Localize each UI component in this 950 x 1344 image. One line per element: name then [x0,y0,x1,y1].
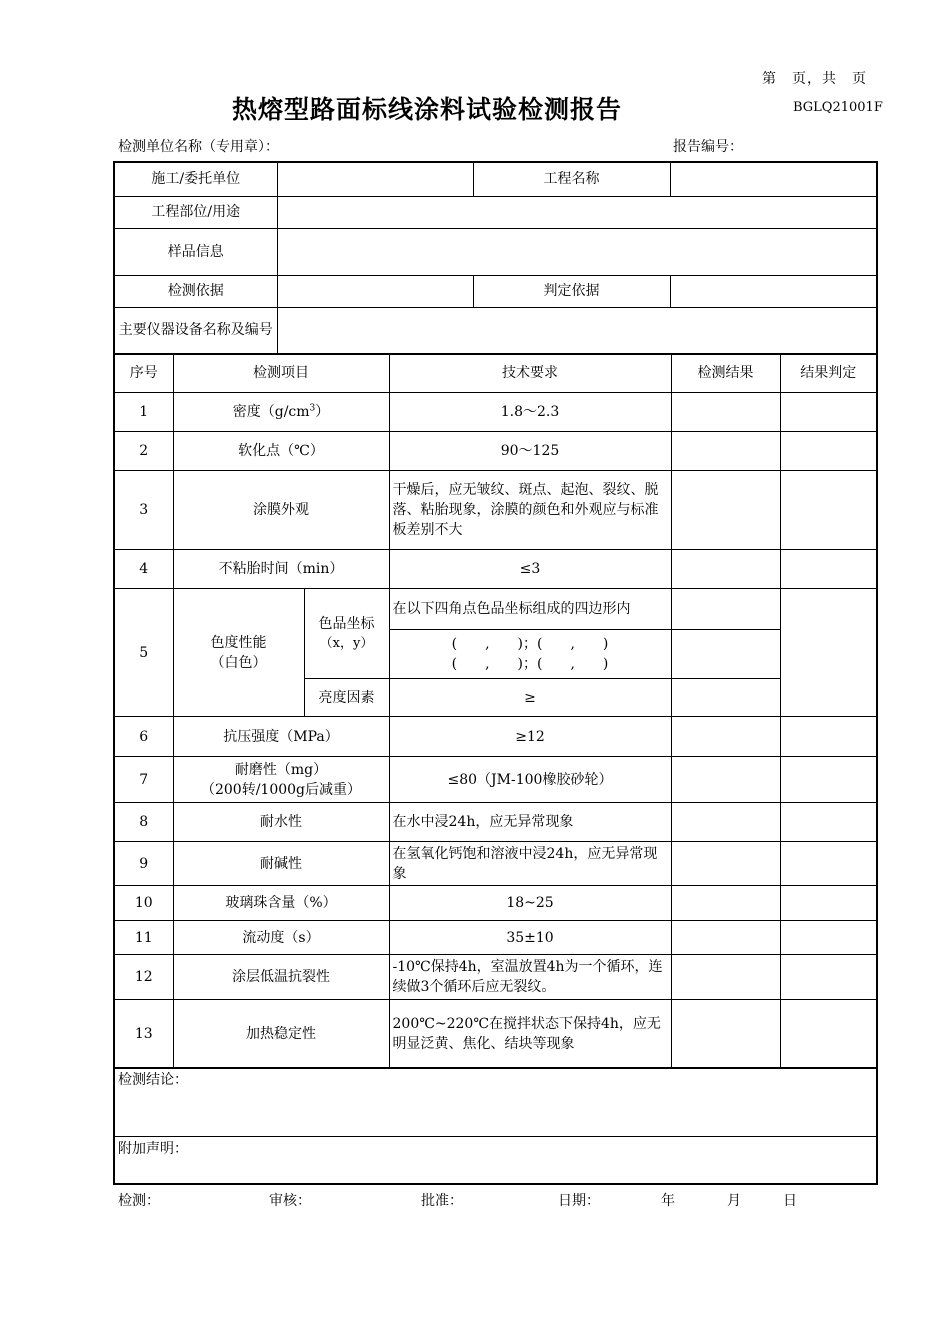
tests-table [113,353,878,1069]
row-judgment[interactable] [780,589,877,717]
page-title: 热熔型路面标线涂料试验检测报告 [232,95,623,124]
sample-label: 样品信息 [114,228,277,275]
table-row [114,393,877,432]
luminance-label: 亮度因素 [304,679,389,717]
row-result[interactable] [671,886,780,921]
row-result[interactable] [671,757,780,803]
report-number-label: 报告编号： [673,139,743,155]
row-judgment[interactable] [780,393,877,432]
row-item: 抗压强度（MPa） [173,717,389,757]
col-req: 技术要求 [389,354,671,393]
row-judgment[interactable] [780,921,877,955]
table-row [114,432,877,471]
row-result[interactable] [671,717,780,757]
row-judgment[interactable] [780,955,877,1000]
year-label: 年 [661,1193,675,1209]
conclusion-label: 检测结论： [118,1072,188,1088]
row-no: 10 [114,886,173,921]
row-judgment[interactable] [780,842,877,886]
row-judgment[interactable] [780,717,877,757]
approver-label: 批准： [421,1193,463,1209]
conclusion-field[interactable] [114,1068,877,1137]
row-req: 在氢氧化钙饱和溶液中浸24h，应无异常现象 [389,842,671,886]
chromaticity-label: 色品坐标 （x，y） [304,589,389,679]
col-item: 检测项目 [173,354,389,393]
client-value[interactable] [277,162,473,196]
note-field[interactable] [114,1137,877,1184]
row-no: 13 [114,1000,173,1069]
row-judgment[interactable] [780,471,877,550]
row-result[interactable] [671,432,780,471]
location-value[interactable] [277,196,877,228]
table-row [114,955,877,1000]
table-row [114,803,877,842]
row-item: 玻璃珠含量（%） [173,886,389,921]
month-label: 月 [727,1193,741,1209]
row-req: 在水中浸24h，应无异常现象 [389,803,671,842]
col-no: 序号 [114,354,173,393]
row-result[interactable] [671,630,780,679]
client-label: 施工/委托单位 [114,162,277,196]
judge-value[interactable] [670,275,877,307]
row-item: 耐磨性（mg） （200转/1000g后减重） [173,757,389,803]
row-judgment[interactable] [780,432,877,471]
row-req: 90～125 [389,432,671,471]
basis-label: 检测依据 [114,275,277,307]
row-result[interactable] [671,550,780,589]
row-item: 加热稳定性 [173,1000,389,1069]
page-info: 第 页，共 页 [762,71,867,87]
row-result[interactable] [671,471,780,550]
row-judgment[interactable] [780,803,877,842]
signature-footer [118,1190,878,1210]
row-req: ≤3 [389,550,671,589]
row-no: 12 [114,955,173,1000]
note-label: 附加声明： [118,1141,188,1157]
equipment-label: 主要仪器设备名称及编号 [114,307,277,354]
form-code: BGLQ21001F [793,100,883,115]
row-result[interactable] [671,393,780,432]
row-no: 9 [114,842,173,886]
row-req: ≥12 [389,717,671,757]
table-row [114,757,877,803]
row-req: ≤80（JM-100橡胶砂轮） [389,757,671,803]
table-row [114,717,877,757]
info-table [113,161,878,355]
row-item: 流动度（s） [173,921,389,955]
row-req: 200℃~220℃在搅拌状态下保持4h，应无明显泛黄、焦化、结块等现象 [389,1000,671,1069]
basis-value[interactable] [277,275,473,307]
row-judgment[interactable] [780,550,877,589]
row-no: 8 [114,803,173,842]
row-item: 密度$(g/cm^3)$ [173,393,389,432]
table-row [114,842,877,886]
table-row [114,550,877,589]
judge-label: 判定依据 [473,275,670,307]
row-req: 1.8～2.3 [389,393,671,432]
row-req: 35±10 [389,921,671,955]
conclusion-table [113,1067,878,1185]
row-item: 涂层低温抗裂性 [173,955,389,1000]
row-judgment[interactable] [780,1000,877,1069]
table-row [114,589,877,630]
row-req: ≥ [389,679,671,717]
row-item: 软化点（℃） [173,432,389,471]
row-result[interactable] [671,921,780,955]
row-no: 5 [114,589,173,717]
row-item: 涂膜外观 [173,471,389,550]
project-value[interactable] [670,162,877,196]
row-req: -10℃保持4h，室温放置4h为一个循环，连续做3个循环后应无裂纹。 [389,955,671,1000]
tests-header-row [114,354,877,393]
table-row [114,1000,877,1069]
tester-label: 检测： [118,1193,160,1209]
row-result[interactable] [671,955,780,1000]
row-no: 6 [114,717,173,757]
row-result[interactable] [671,1000,780,1069]
row-req: 18~25 [389,886,671,921]
row-judgment[interactable] [780,886,877,921]
row-no: 3 [114,471,173,550]
table-row [114,921,877,955]
sample-value[interactable] [277,228,877,275]
reviewer-label: 审核： [269,1193,311,1209]
row-req: 在以下四角点色品坐标组成的四边形内 [389,589,671,630]
date-label: 日期： [558,1193,600,1209]
row-result[interactable] [671,589,780,630]
row-no: 2 [114,432,173,471]
row-req-coords: ( , )；( , ) ( , )；( , ) [389,630,671,679]
row-item: 色度性能 （白色） [173,589,304,717]
row-result[interactable] [671,842,780,886]
table-row [114,886,877,921]
row-item: 耐水性 [173,803,389,842]
row-no: 4 [114,550,173,589]
table-row [114,471,877,550]
project-label: 工程名称 [473,162,670,196]
col-result: 检测结果 [671,354,780,393]
row-req: 干燥后，应无皱纹、斑点、起泡、裂纹、脱落、粘胎现象，涂膜的颜色和外观应与标准板差别不大 [389,471,671,550]
row-item: 耐碱性 [173,842,389,886]
row-no: 1 [114,393,173,432]
row-item: 不粘胎时间（min） [173,550,389,589]
col-judgment: 结果判定 [780,354,877,393]
row-result[interactable] [671,679,780,717]
location-label: 工程部位/用途 [114,196,277,228]
day-label: 日 [783,1193,797,1209]
row-result[interactable] [671,803,780,842]
row-no: 7 [114,757,173,803]
row-no: 11 [114,921,173,955]
testing-unit-label: 检测单位名称（专用章）： [118,139,279,155]
equipment-value[interactable] [277,307,877,354]
row-judgment[interactable] [780,757,877,803]
